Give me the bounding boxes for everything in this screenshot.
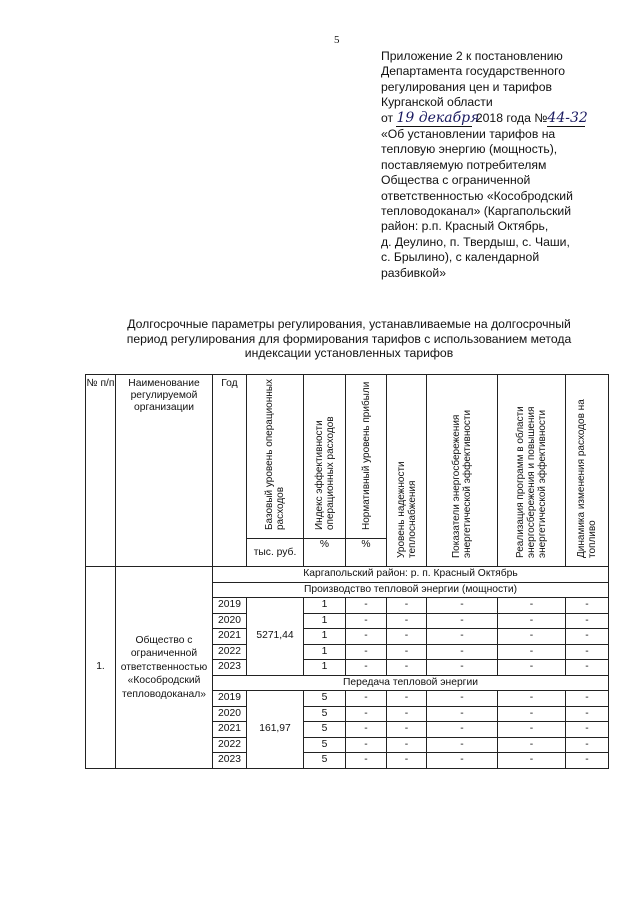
cell-year: 2019 (213, 598, 247, 614)
appendix-date-line (381, 111, 631, 127)
header-programs-text: Реализация программ в области энергосбережения и повышения энергетической эффективности (515, 406, 548, 558)
header-fuel (566, 375, 609, 567)
cell-fuel: - (566, 737, 609, 753)
cell-reliability: - (387, 737, 427, 753)
cell-profit: - (346, 737, 387, 753)
appendix-line: «Об установлении тарифов на (381, 127, 556, 142)
cell-reliability: - (387, 706, 427, 722)
cell-profit: - (346, 753, 387, 769)
cell-index: 1 (304, 598, 346, 614)
cell-reliability: - (387, 644, 427, 660)
date-prefix: от (381, 110, 394, 125)
header-row (86, 375, 609, 539)
appendix-line: Приложение 2 к постановлению (381, 49, 563, 63)
appendix-line: д. Деулино, п. Твердыш, с. Чаши, (381, 234, 570, 249)
organization-name (116, 567, 213, 769)
header-fuel-text: Динамика изменения расходов на топливо (576, 399, 598, 558)
cell-reliability: - (387, 629, 427, 645)
cell-base-level: 161,97 (247, 691, 304, 769)
cell-energy: - (427, 737, 498, 753)
cell-reliability: - (387, 722, 427, 738)
header-profit-text: Нормативный уровень прибыли (360, 381, 372, 530)
header-num: № п/п (86, 375, 116, 567)
cell-index: 1 (304, 644, 346, 660)
cell-programs: - (498, 644, 566, 660)
cell-fuel: - (566, 691, 609, 707)
heading-line: Долгосрочные параметры регулирования, устанавливаемые на долгосрочный (127, 317, 571, 331)
district-row (86, 567, 609, 583)
row-number: 1. (86, 567, 116, 769)
organization-line: «Кособродский (127, 675, 201, 686)
cell-programs: - (498, 722, 566, 738)
cell-programs: - (498, 613, 566, 629)
header-index-text: Индекс эффективности операционных расходов (313, 416, 336, 530)
appendix-line: поставляемую потребителям (381, 157, 547, 172)
cell-year: 2023 (213, 660, 247, 676)
cell-year: 2021 (213, 722, 247, 738)
appendix-line: тепловую энергию (мощность), (381, 142, 558, 157)
cell-profit: - (346, 629, 387, 645)
organization-line: Общество с (135, 634, 193, 646)
handwritten-date: 19 декабря (396, 109, 480, 126)
cell-index: 5 (304, 706, 346, 722)
cell-year: 2023 (213, 753, 247, 769)
cell-fuel: - (566, 598, 609, 614)
cell-fuel: - (566, 706, 609, 722)
cell-year: 2019 (213, 691, 247, 707)
cell-fuel: - (566, 660, 609, 676)
cell-profit: - (346, 691, 387, 707)
organization-line: ограниченной (130, 648, 198, 659)
header-base (247, 375, 304, 539)
appendix-line: тепловодоканал» (Каргапольский (381, 204, 572, 219)
cell-reliability: - (387, 660, 427, 676)
cell-year: 2021 (213, 629, 247, 645)
cell-profit: - (346, 613, 387, 629)
cell-fuel: - (566, 644, 609, 660)
cell-energy: - (427, 629, 498, 645)
unit-base: тыс. руб. (247, 539, 304, 567)
cell-programs: - (498, 753, 566, 769)
header-energy-text: Показатели энергосбережения энергетической эффективности (451, 409, 473, 558)
cell-profit: - (346, 660, 387, 676)
appendix-line: ответственностью «Кособродский (381, 188, 573, 203)
cell-index: 1 (304, 613, 346, 629)
organization-line: тепловодоканал» (122, 688, 206, 700)
header-name: Наименование регулируемой организации (116, 375, 213, 567)
cell-fuel: - (566, 722, 609, 738)
date-mid: 2018 года № (475, 110, 548, 125)
header-year: Год (213, 375, 247, 567)
header-base-text: Базовый уровень операционных расходов (264, 379, 286, 530)
appendix-line: Курганской области (381, 95, 493, 110)
district-name: Каргапольский район: р. п. Красный Октябрь (213, 567, 609, 583)
appendix-line: Департамента государственного (381, 64, 566, 79)
header-profit (346, 375, 387, 539)
cell-energy: - (427, 722, 498, 738)
heading-line: период регулирования для формирования тарифов с использованием метода (126, 331, 572, 346)
cell-index: 1 (304, 629, 346, 645)
appendix-line: Общества с ограниченной (381, 173, 531, 188)
cell-energy: - (427, 598, 498, 614)
appendix-line: район: р.п. Красный Октябрь, (381, 219, 549, 234)
cell-reliability: - (387, 613, 427, 629)
header-reliability-text: Уровень надежности теплоснабжения (395, 461, 418, 558)
cell-energy: - (427, 706, 498, 722)
cell-programs: - (498, 706, 566, 722)
header-programs (498, 375, 566, 567)
cell-index: 5 (304, 691, 346, 707)
heading-line: индексации установленных тарифов (244, 346, 454, 361)
cell-energy: - (427, 644, 498, 660)
cell-year: 2022 (213, 737, 247, 753)
cell-fuel: - (566, 629, 609, 645)
header-energy (427, 375, 498, 567)
document-heading (98, 317, 600, 361)
handwritten-number: 44-32 (547, 109, 588, 126)
section-title: Производство тепловой энергии (мощности) (213, 582, 609, 598)
cell-reliability: - (387, 753, 427, 769)
header-index (304, 375, 346, 539)
cell-energy: - (427, 660, 498, 676)
page-number: 5 (334, 34, 340, 46)
cell-programs: - (498, 691, 566, 707)
cell-profit: - (346, 644, 387, 660)
cell-programs: - (498, 660, 566, 676)
cell-profit: - (346, 722, 387, 738)
cell-profit: - (346, 598, 387, 614)
appendix-line: регулирования цен и тарифов (381, 79, 552, 94)
unit-profit: % (346, 539, 387, 567)
cell-programs: - (498, 629, 566, 645)
cell-index: 5 (304, 737, 346, 753)
cell-index: 5 (304, 753, 346, 769)
cell-year: 2020 (213, 613, 247, 629)
header-reliability (387, 375, 427, 567)
organization-line: ответственностью (120, 661, 208, 673)
cell-programs: - (498, 598, 566, 614)
parameters-table (85, 374, 609, 769)
unit-index: % (304, 539, 346, 567)
cell-index: 1 (304, 660, 346, 676)
appendix-line: разбивкой» (381, 265, 446, 280)
appendix-line: с. Брылино), с календарной (381, 250, 540, 265)
section-title: Передача тепловой энергии (213, 675, 609, 691)
cell-programs: - (498, 737, 566, 753)
cell-year: 2022 (213, 644, 247, 660)
cell-fuel: - (566, 753, 609, 769)
cell-index: 5 (304, 722, 346, 738)
cell-energy: - (427, 613, 498, 629)
cell-year: 2020 (213, 706, 247, 722)
appendix-block (381, 49, 631, 281)
cell-reliability: - (387, 598, 427, 614)
cell-energy: - (427, 691, 498, 707)
cell-fuel: - (566, 613, 609, 629)
cell-profit: - (346, 706, 387, 722)
cell-reliability: - (387, 691, 427, 707)
cell-energy: - (427, 753, 498, 769)
cell-base-level: 5271,44 (247, 598, 304, 676)
